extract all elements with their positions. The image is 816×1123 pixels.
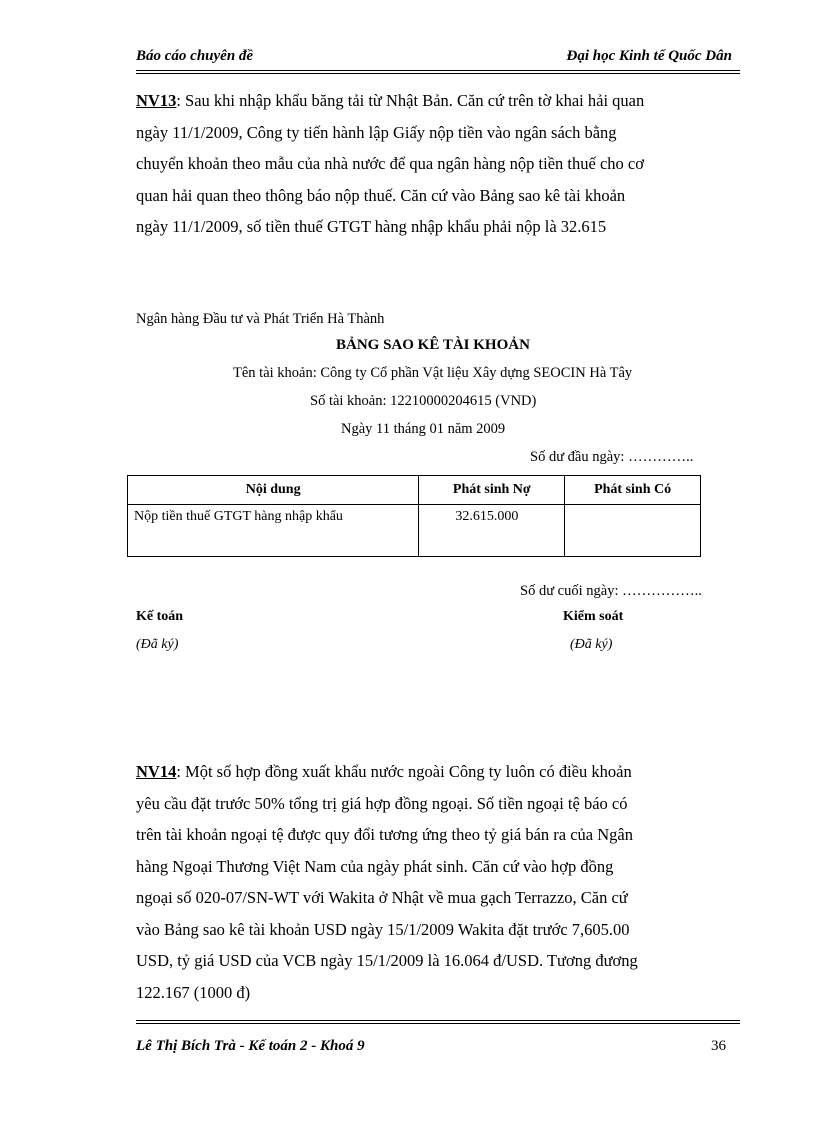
account-name: Tên tài khoản: Công ty Cổ phần Vật liệu Xây dựng SEOCIN Hà Tây: [233, 365, 633, 381]
footer-rule-2: [136, 1023, 740, 1024]
nv13-line: : Sau khi nhập khẩu băng tải từ Nhật Bản. Căn cứ trên tờ khai hải quan: [176, 91, 645, 110]
footer-author: Lê Thị Bích Trà - Kế toán 2 - Khoá 9: [136, 1038, 365, 1054]
nv14-paragraph: [136, 756, 742, 1008]
nv14-line: hàng Ngoại Thương Việt Nam của ngày phát sinh. Căn cứ vào hợp đồng: [136, 856, 614, 876]
column-header: Nội dung: [128, 476, 419, 505]
table-cell-credit: [565, 505, 701, 557]
header-rule-1: [136, 70, 740, 71]
signer-right-title: Kiểm soát: [563, 609, 624, 624]
table-cell-content: Nộp tiền thuế GTGT hàng nhập khẩu: [128, 505, 419, 557]
nv14-line: trên tài khoản ngoại tệ được quy đổi tương ứng theo tỷ giá bán ra của Ngân: [136, 825, 633, 844]
account-number: Số tài khoản: 12210000204615 (VND): [310, 393, 537, 409]
table-cell-debit: 32.615.000: [419, 505, 565, 557]
opening-balance: Số dư đầu ngày: …………..: [530, 449, 694, 465]
nv13-line: ngày 11/1/2009, số tiền thuế GTGT hàng nhập khẩu phải nộp là 32.615: [136, 217, 607, 236]
header-right: Đại học Kinh tế Quốc Dân: [566, 48, 732, 64]
nv14-line: ngoại số 020-07/SN-WT với Wakita ở Nhật về mua gạch Terrazzo, Căn cứ: [136, 888, 628, 907]
footer-rule-1: [136, 1020, 740, 1021]
nv13-line: ngày 11/1/2009, Công ty tiến hành lập Giấy nộp tiền vào ngân sách bằng: [136, 122, 617, 142]
statement-title: BẢNG SAO KÊ TÀI KHOẢN: [336, 337, 530, 353]
signer-right-note: (Đã ký): [570, 637, 613, 652]
nv13-line: quan hải quan theo thông báo nộp thuế. Căn cứ vào Bảng sao kê tài khoản: [136, 185, 626, 205]
nv13-paragraph: [136, 85, 742, 243]
closing-balance: Số dư cuối ngày: ……………..: [520, 583, 702, 599]
column-header: Phát sinh Nợ: [419, 476, 565, 505]
header-left: Báo cáo chuyên đề: [136, 48, 254, 64]
table-row: [128, 505, 701, 557]
page-number: 36: [711, 1038, 726, 1054]
signer-left-note: (Đã ký): [136, 637, 179, 652]
nv13-line: chuyển khoản theo mẫu của nhà nước để qua ngân hàng nộp tiền thuế cho cơ: [136, 154, 644, 173]
table-header-row: [128, 476, 701, 505]
nv14-label: NV14: [136, 762, 177, 781]
header-rule-2: [136, 73, 740, 74]
column-header: Phát sinh Có: [565, 476, 701, 505]
nv14-line: 122.167 (1000 đ): [136, 982, 251, 1002]
nv14-line: vào Bảng sao kê tài khoản USD ngày 15/1/2009 Wakita đặt trước 7,605.00: [136, 919, 630, 939]
nv14-line: USD, tỷ giá USD của VCB ngày 15/1/2009 là 16.064 đ/USD. Tương đương: [136, 951, 638, 970]
statement-table: [127, 475, 701, 557]
nv14-line: yêu cầu đặt trước 50% tổng trị giá hợp đồng ngoại. Số tiền ngoại tệ báo có: [136, 793, 628, 813]
nv14-line: : Một số hợp đồng xuất khẩu nước ngoài Công ty luôn có điều khoản: [176, 762, 632, 781]
statement-date: Ngày 11 tháng 01 năm 2009: [341, 421, 506, 437]
bank-name: Ngân hàng Đầu tư và Phát Triển Hà Thành: [136, 311, 385, 327]
nv13-label: NV13: [136, 91, 177, 110]
signer-left-title: Kế toán: [136, 609, 184, 624]
